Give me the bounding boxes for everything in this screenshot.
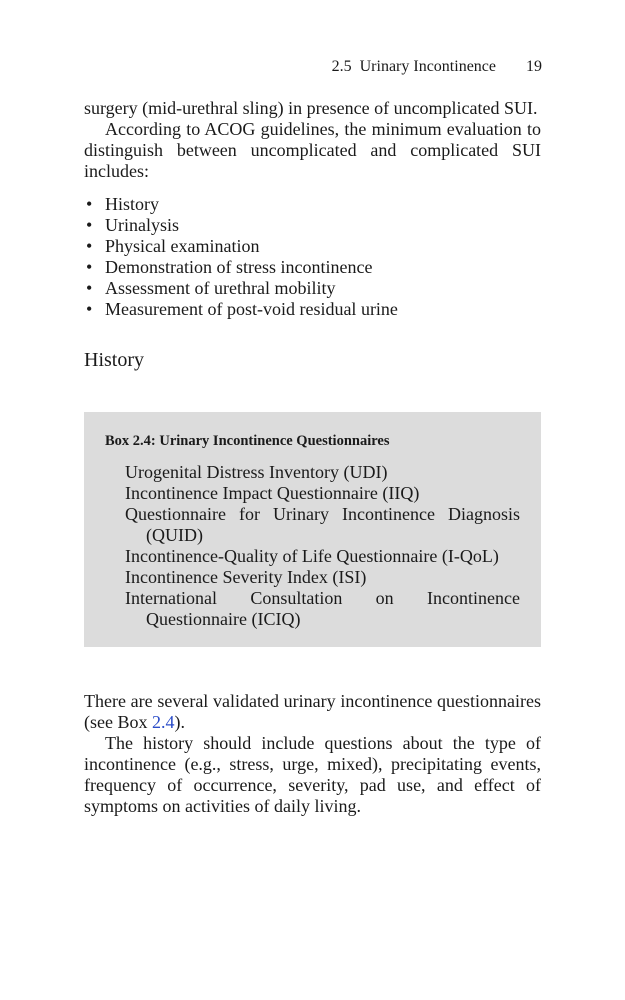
questionnaire-box	[84, 412, 541, 647]
evaluation-list	[84, 194, 541, 320]
list-item: • Measurement of post-void residual urine	[86, 299, 398, 319]
list-item: • History	[86, 194, 159, 214]
section-heading: History	[84, 349, 144, 371]
list-item: Questionnaire for Urinary Incontinence Diagnosis (QUID)	[125, 504, 520, 545]
list-item: International Consultation on Incontinence Questionnaire (ICIQ)	[125, 588, 520, 629]
list-item: Incontinence-Quality of Life Questionnaire (I-QoL)	[125, 546, 499, 566]
running-title: Urinary Incontinence	[359, 58, 496, 75]
page-body	[84, 98, 541, 817]
page-number: 19	[526, 58, 542, 75]
bullet-icon: •	[86, 236, 93, 256]
paragraph-acog: According to ACOG guidelines, the minimum evaluation to distinguish between uncomplicated and complicated SUI includes:	[84, 119, 541, 181]
list-item: • Assessment of urethral mobility	[86, 278, 336, 298]
paragraph-history: The history should include questions about the type of incontinence (e.g., stress, urge, mixed), precipitating events, frequency of occurrence, severity, pad use, and effect of symptoms on activities of daily living.	[84, 733, 541, 816]
box-title: Box 2.4: Urinary Incontinence Questionnaires	[105, 433, 390, 449]
paragraph-questionnaires: There are several validated urinary incontinence questionnaires (see Box 2.4).	[84, 691, 541, 732]
box-reference-link[interactable]: 2.4	[151, 712, 175, 732]
list-item: • Urinalysis	[86, 215, 179, 235]
running-header	[300, 57, 542, 77]
bullet-icon: •	[86, 215, 93, 235]
bullet-icon: •	[86, 194, 93, 214]
bullet-icon: •	[86, 299, 93, 319]
list-item: Incontinence Impact Questionnaire (IIQ)	[125, 483, 420, 503]
bullet-icon: •	[86, 257, 93, 277]
list-item: • Demonstration of stress incontinence	[86, 257, 373, 277]
list-item: Urogenital Distress Inventory (UDI)	[125, 462, 388, 482]
questionnaire-list	[105, 462, 520, 630]
list-item: Incontinence Severity Index (ISI)	[125, 567, 367, 587]
bullet-icon: •	[86, 278, 93, 298]
section-number: 2.5	[331, 58, 352, 75]
list-item: • Physical examination	[86, 236, 260, 256]
paragraph-continued: surgery (mid-urethral sling) in presence of uncomplicated SUI.	[84, 98, 538, 118]
